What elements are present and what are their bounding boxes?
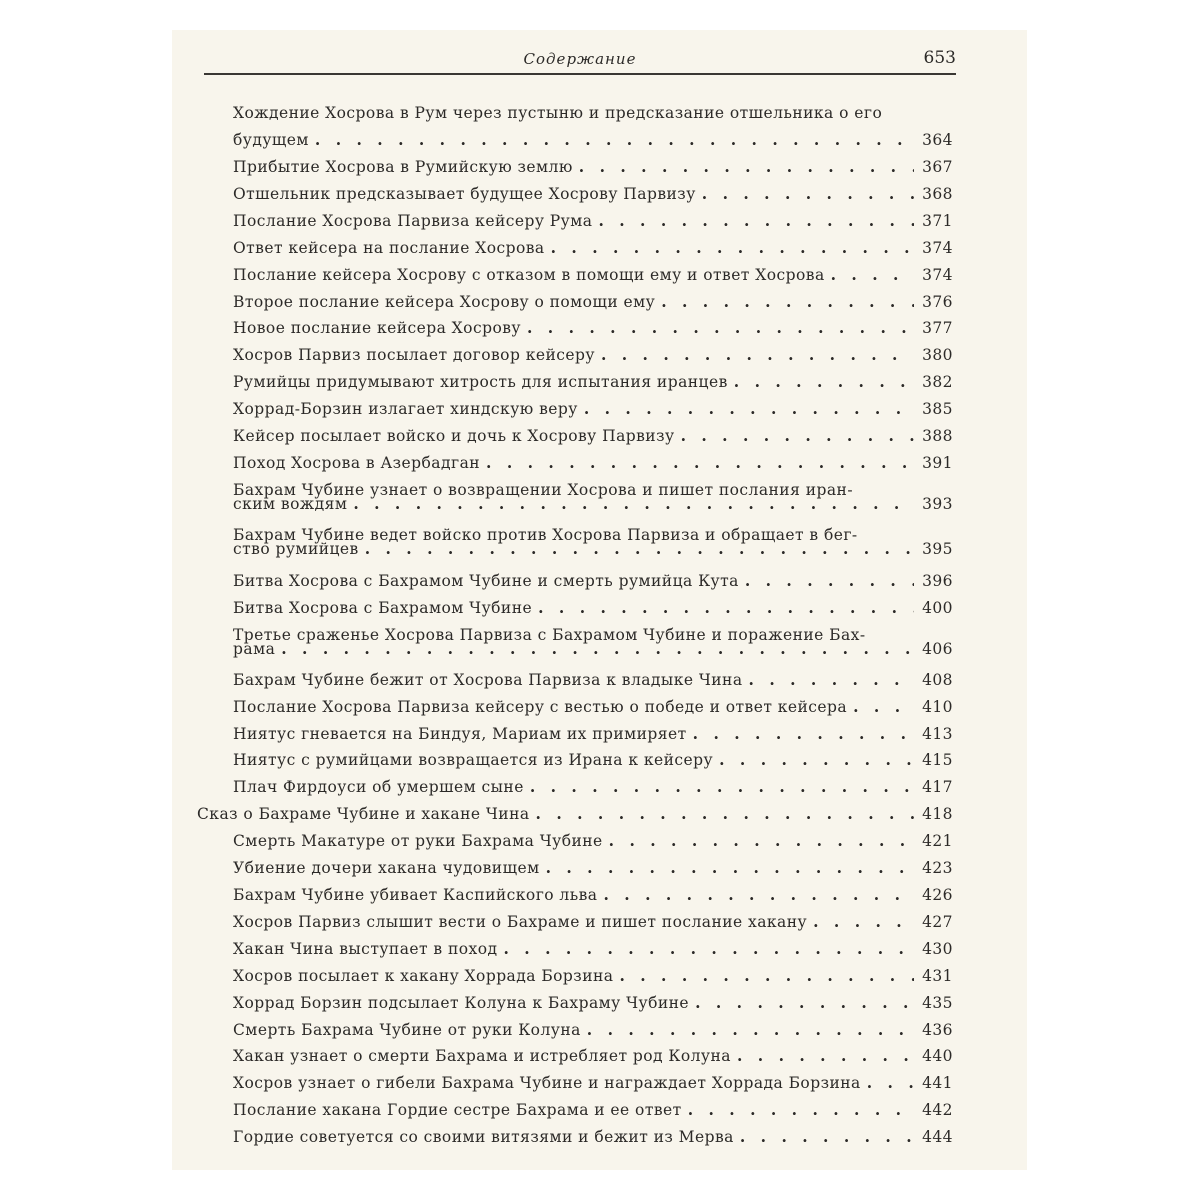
toc-entry-title: Кейсер посылает войско и дочь к Хосрову Парвизу [233, 427, 675, 445]
toc-entry-title: Бахрам Чубине бежит от Хосрова Парвиза к владыке Чина [233, 671, 743, 689]
toc-page-number: 371 [922, 212, 953, 230]
toc-page-number: 441 [922, 1074, 953, 1092]
toc-page-number: 442 [922, 1101, 953, 1119]
dot-leader [551, 239, 914, 257]
toc-entry [233, 373, 953, 391]
toc-entry [233, 104, 953, 149]
toc-entry-title: Ответ кейсера на послание Хосрова [233, 239, 545, 257]
toc-page-number: 376 [922, 293, 953, 311]
dot-leader [579, 158, 914, 176]
toc-entry [233, 1128, 953, 1146]
dot-leader [315, 131, 914, 149]
toc-page-number: 367 [922, 158, 953, 176]
dot-leader [693, 725, 914, 743]
toc-entry-title: Третье сраженье Хосрова Парвиза с Бахрамом Чубине и поражение Бах- [233, 626, 866, 644]
toc-page-number: 440 [922, 1047, 953, 1065]
toc-page-number: 444 [922, 1128, 953, 1146]
toc-page-number: 368 [922, 185, 953, 203]
toc-entry-title: Прибытие Хосрова в Румийскую землю [233, 158, 573, 176]
dot-leader [546, 859, 914, 877]
toc-page-number: 400 [922, 599, 953, 617]
dot-leader [619, 967, 914, 985]
dot-leader [365, 540, 914, 558]
toc-entry-title: ским вождям [233, 495, 348, 513]
dot-leader [867, 1074, 914, 1092]
toc-entry-title: Бахрам Чубине узнает о возвращении Хосрова и пишет послания иран- [233, 481, 854, 499]
dot-leader [688, 1101, 914, 1119]
toc-page-number: 431 [922, 967, 953, 985]
toc-page-number: 395 [922, 540, 953, 558]
toc-entry-title: Гордие советуется со своими витязями и бежит из Мерва [233, 1128, 734, 1146]
toc-entry [233, 427, 953, 445]
toc-entry [233, 725, 953, 743]
toc-entry [233, 1047, 953, 1065]
toc-entry [233, 626, 953, 658]
toc-entry-title: будущем [233, 131, 309, 149]
toc-entry [233, 698, 953, 716]
toc-entry [233, 526, 953, 558]
toc-entry-title: Хосров посылает к хакану Хоррада Борзина [233, 967, 614, 985]
toc-entry-title: Новое послание кейсера Хосрову [233, 319, 521, 337]
toc-entry-title: Поход Хосрова в Азербадган [233, 454, 481, 472]
dot-leader [702, 185, 914, 203]
dot-leader [737, 1047, 914, 1065]
toc-entry [233, 346, 953, 364]
toc-page-number: 408 [922, 671, 953, 689]
dot-leader [536, 805, 915, 823]
toc-entry-title: Бахрам Чубине убивает Каспийского льва [233, 886, 598, 904]
dot-leader [831, 266, 914, 284]
dot-leader [681, 427, 915, 445]
toc-entry [233, 967, 953, 985]
toc-page-number: 415 [922, 751, 953, 769]
toc-entry-title: Румийцы придумывают хитрость для испытания иранцев [233, 373, 728, 391]
toc-page-number: 380 [922, 346, 953, 364]
toc-entry [233, 859, 953, 877]
toc-entry-title: Битва Хосрова с Бахрамом Чубине [233, 599, 533, 617]
toc-entry [233, 751, 953, 769]
dot-leader [740, 1128, 914, 1146]
dot-leader [719, 751, 914, 769]
toc-page-number: 423 [922, 859, 953, 877]
toc-page-number: 421 [922, 832, 953, 850]
dot-leader [661, 293, 914, 311]
dot-leader [527, 319, 914, 337]
toc-entry [233, 994, 953, 1012]
toc-entry [233, 239, 953, 257]
page-number: 653 [923, 48, 956, 68]
toc-entry [233, 832, 953, 850]
toc-page-number: 377 [922, 319, 953, 337]
toc-entry [233, 1074, 953, 1092]
toc-entry [233, 671, 953, 689]
toc-entry-title: Хакан Чина выступает в поход [233, 940, 498, 958]
toc-entry [233, 572, 953, 590]
toc-entry [233, 293, 953, 311]
toc-entry-title: Сказ о Бахраме Чубине и хакане Чина [197, 805, 530, 823]
page-header-title: Содержание [523, 50, 637, 68]
toc-page-number: 374 [922, 266, 953, 284]
dot-leader [695, 994, 914, 1012]
toc-entry-title: Второе послание кейсера Хосрову о помощи ему [233, 293, 656, 311]
toc-entry-title: Хоррад Борзин подсылает Колуна к Бахраму Чубине [233, 994, 690, 1012]
toc-entry-title: Отшельник предсказывает будущее Хосрову Парвизу [233, 185, 696, 203]
dot-leader [598, 212, 914, 230]
toc-entry-title: Убиение дочери хакана чудовищем [233, 859, 540, 877]
toc-entry-title: ство румийцев [233, 540, 359, 558]
toc-entry-title: Послание Хосрова Парвиза кейсеру Рума [233, 212, 593, 230]
toc-entry [233, 913, 953, 931]
toc-entry-title: Ниятус гневается на Биндуя, Мариам их примиряет [233, 725, 687, 743]
toc-page-number: 435 [922, 994, 953, 1012]
toc-entry [233, 940, 953, 958]
toc-page-number: 426 [922, 886, 953, 904]
toc-entry-title: Хождение Хосрова в Рум через пустыню и предсказание отшельника о его [233, 104, 883, 122]
dot-leader [609, 832, 914, 850]
dot-leader [584, 400, 914, 418]
toc-entry [233, 1101, 953, 1119]
toc-page-number: 388 [922, 427, 953, 445]
toc-entry [233, 185, 953, 203]
toc-page-number: 436 [922, 1021, 953, 1039]
dot-leader [486, 454, 914, 472]
toc-entry [233, 158, 953, 176]
toc-entry-title: Битва Хосрова с Бахрамом Чубине и смерть румийца Кута [233, 572, 739, 590]
toc-entry [233, 454, 953, 472]
dot-leader [601, 346, 914, 364]
dot-leader [749, 671, 915, 689]
toc-entry-title: Смерть Бахрама Чубине от руки Колуна [233, 1021, 581, 1039]
dot-leader [603, 886, 914, 904]
toc-entry-title: Плач Фирдоуси об умершем сыне [233, 778, 524, 796]
toc-entry-title: Ниятус с румийцами возвращается из Ирана к кейсеру [233, 751, 714, 769]
toc-page-number: 391 [922, 454, 953, 472]
toc-entry-title: Хосров Парвиз слышит вести о Бахраме и пишет послание хакану [233, 913, 808, 931]
dot-leader [538, 599, 914, 617]
toc-page-number: 364 [922, 131, 953, 149]
toc-entry-title: Хосров узнает о гибели Бахрама Чубине и награждает Хоррада Борзина [233, 1074, 861, 1092]
toc-page-number: 385 [922, 400, 953, 418]
toc-page-number: 406 [922, 640, 953, 658]
toc-section-heading [197, 805, 953, 823]
toc-page-number: 427 [922, 913, 953, 931]
toc-entry [233, 481, 953, 513]
dot-leader [813, 913, 914, 931]
dot-leader [587, 1021, 914, 1039]
toc-page-number: 374 [922, 239, 953, 257]
toc-entry-title: Хакан узнает о смерти Бахрама и истребляет род Колуна [233, 1047, 731, 1065]
toc-entry [233, 212, 953, 230]
toc-entry-title: Смерть Макатуре от руки Бахрама Чубине [233, 832, 603, 850]
toc-page-number: 418 [922, 805, 953, 823]
toc-page-number: 430 [922, 940, 953, 958]
dot-leader [745, 572, 914, 590]
dot-leader [504, 940, 915, 958]
toc-entry-title: Хосров Парвиз посылает договор кейсеру [233, 346, 595, 364]
toc-entry-title: Послание кейсера Хосрову с отказом в помощи ему и ответ Хосрова [233, 266, 825, 284]
dot-leader [530, 778, 914, 796]
toc-entry [233, 778, 953, 796]
toc-entry [233, 886, 953, 904]
toc-entry-title: Хоррад-Борзин излагает хиндскую веру [233, 400, 578, 418]
toc-entry [233, 266, 953, 284]
dot-leader [853, 698, 914, 716]
toc-entry-title: Послание Хосрова Парвиза кейсеру с вестью о победе и ответ кейсера [233, 698, 848, 716]
toc-page-number: 410 [922, 698, 953, 716]
dot-leader [734, 373, 914, 391]
toc-entry [233, 400, 953, 418]
toc-entry-title: рама [233, 640, 276, 658]
toc-page-number: 417 [922, 778, 953, 796]
toc-entry [233, 1021, 953, 1039]
toc-entry [233, 599, 953, 617]
dot-leader [281, 640, 914, 658]
toc-entry-title: Послание хакана Гордие сестре Бахрама и ее ответ [233, 1101, 682, 1119]
dot-leader [353, 495, 914, 513]
toc-page-number: 396 [922, 572, 953, 590]
toc-entry-title: Бахрам Чубине ведет войско против Хосрова Парвиза и обращает в бег- [233, 526, 858, 544]
toc-page-number: 382 [922, 373, 953, 391]
toc-page-number: 413 [922, 725, 953, 743]
toc-page-number: 393 [922, 495, 953, 513]
toc-entry [233, 319, 953, 337]
